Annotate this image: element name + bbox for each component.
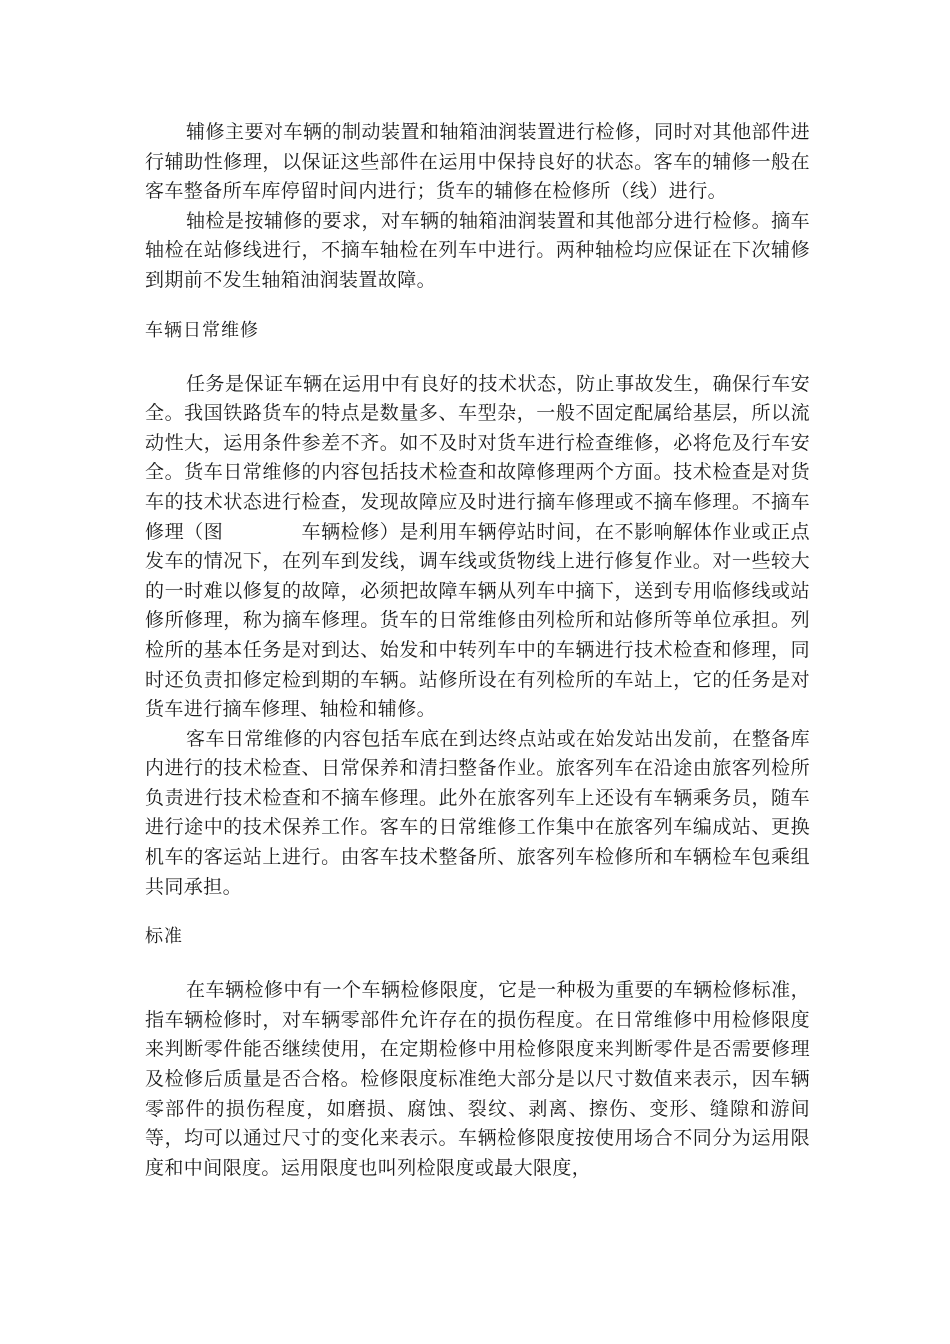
heading-daily-maintenance: 车辆日常维修 — [145, 319, 259, 341]
paragraph-auxiliary-repair: 辅修主要对车辆的制动装置和轴箱油润装置进行检修，同时对其他部件进行辅助性修理，以保证这些部件在运用中保持良好的状态。客车的辅修一般在客车整备所车库停留时间内进行；货车的辅修在检修所（线）进行。 — [145, 121, 810, 203]
paragraph-passenger-daily-maintenance: 客车日常维修的内容包括车底在到达终点站或在始发站出发前，在整备库内进行的技术检查、日常保养和清扫整备作业。旅客列车在沿途由旅客列检所负责进行技术检查和不摘车修理。此外在旅客列车上还设有车辆乘务员，随车进行途中的技术保养工作。客车的日常维修工作集中在旅客列车编成站、更换机车的客运站上进行。由客车技术整备所、旅客列车检修所和车辆检车包乘组共同承担。 — [145, 727, 810, 898]
paragraph-freight-daily-maintenance: 任务是保证车辆在运用中有良好的技术状态，防止事故发生，确保行车安全。我国铁路货车的特点是数量多、车型杂，一般不固定配属给基层，所以流动性大，运用条件参差不齐。如不及时对货车进行检查维修，必将危及行车安全。货车日常维修的内容包括技术检查和故障修理两个方面。技术检查是对货车的技术状态进行检查，发现故障应及时进行摘车修理或不摘车修理。不摘车修理（图 车辆检修）是利用车辆停站时间，在不影响解体作业或正点发车的情况下，在列车到发线，调车线或货物线上进行修复作业。对一些较大的一时难以修复的故障，必须把故障车辆从列车中摘下，送到专用临修线或站修所修理，称为摘车修理。货车的日常维修由列检所和站修所等单位承担。列检所的基本任务是对到达、始发和中转列车中的车辆进行技术检查和修理，同时还负责扣修定检到期的车辆。站修所设在有列检所的车站上，它的任务是对货车进行摘车修理、轴检和辅修。 — [145, 372, 810, 721]
paragraph-axle-inspection: 轴检是按辅修的要求，对车辆的轴箱油润装置和其他部分进行检修。摘车轴检在站修线进行，不摘车轴检在列车中进行。两种轴检均应保证在下次辅修到期前不发生轴箱油润装置故障。 — [145, 209, 810, 291]
heading-standard: 标准 — [145, 926, 183, 948]
document-page — [145, 118, 810, 1183]
paragraph-repair-limits: 在车辆检修中有一个车辆检修限度，它是一种极为重要的车辆检修标准，指车辆检修时，对车辆零部件允许存在的损伤程度。在日常维修中用检修限度来判断零件能否继续使用，在定期检修中用检修限度来判断零件是否需要修理及检修后质量是否合格。检修限度标准绝大部分是以尺寸数值来表示，因车辆零部件的损伤程度，如磨损、腐蚀、裂纹、剥离、擦伤、变形、缝隙和游间等，均可以通过尺寸的变化来表示。车辆检修限度按使用场合不同分为运用限度和中间限度。运用限度也叫列检限度或最大限度， — [145, 979, 810, 1179]
